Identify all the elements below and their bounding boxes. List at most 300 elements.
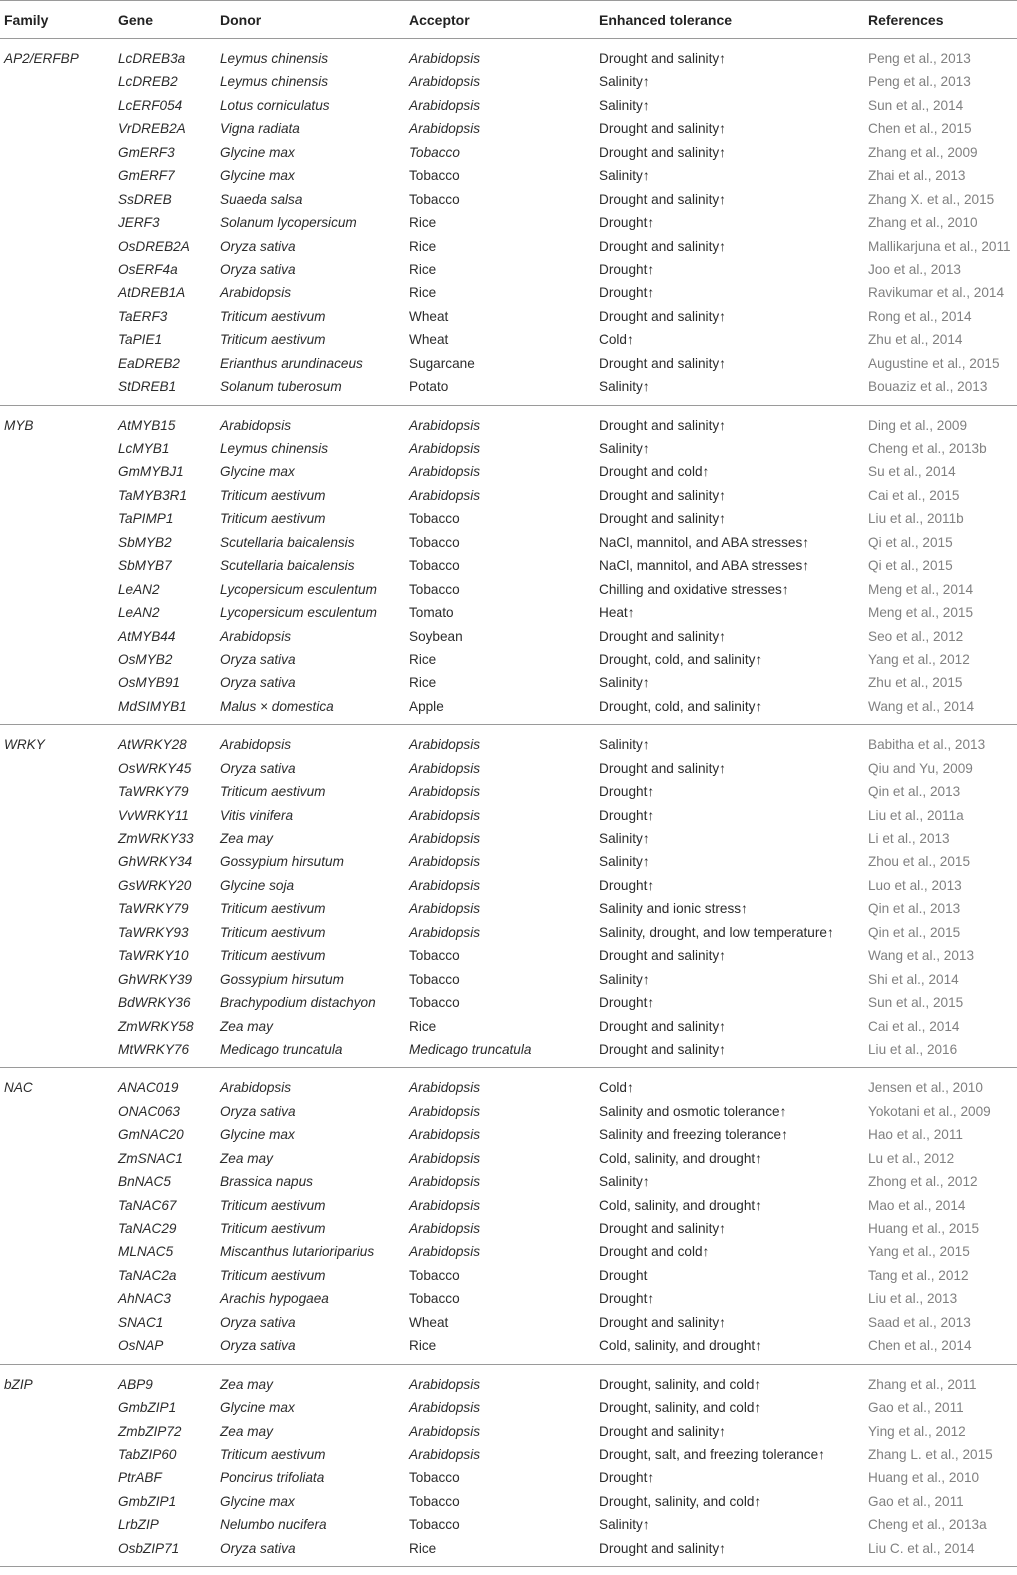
reference-cell: Tang et al., 2012 [868, 1267, 969, 1283]
table-row [0, 164, 1017, 187]
acceptor-cell: Tobacco [409, 144, 460, 160]
gene-cell: OsDREB2A [118, 238, 190, 254]
reference-cell: Qi et al., 2015 [868, 534, 953, 550]
table-row [0, 1396, 1017, 1419]
donor-cell: Triticum aestivum [220, 308, 326, 324]
acceptor-cell: Arabidopsis [409, 1400, 481, 1416]
gene-cell: ZmWRKY33 [118, 831, 194, 846]
family-section [0, 725, 1017, 1068]
table-row [0, 352, 1017, 375]
reference-cell: Huang et al., 2010 [868, 1470, 980, 1486]
gene-cell: ONAC063 [118, 1103, 180, 1119]
donor-cell: Solanum lycopersicum [220, 215, 357, 231]
gene-cell: EaDREB2 [118, 355, 180, 371]
table-row [0, 1194, 1017, 1217]
donor-cell: Oryza sativa [220, 651, 296, 667]
table-row [0, 827, 1017, 850]
table-row [0, 117, 1017, 140]
reference-cell: Meng et al., 2015 [868, 605, 974, 621]
tolerance-cell: Heat↑ [599, 605, 635, 621]
donor-cell: Suaeda salsa [220, 191, 303, 207]
gene-cell: OsWRKY45 [118, 760, 192, 776]
tolerance-cell: Salinity↑ [599, 831, 650, 846]
donor-cell: Oryza sativa [220, 238, 296, 254]
tolerance-cell: Drought and salinity↑ [599, 1540, 726, 1556]
donor-cell: Leymus chinensis [220, 441, 329, 456]
gene-cell: GmbZIP1 [118, 1493, 177, 1509]
donor-cell: Medicago truncatula [220, 1041, 343, 1057]
gene-cell: SNAC1 [118, 1314, 164, 1330]
table-row [0, 944, 1017, 967]
acceptor-cell: Arabidopsis [409, 784, 481, 800]
acceptor-cell: Sugarcane [409, 355, 475, 371]
family-section [0, 1068, 1017, 1364]
tolerance-cell: Salinity↑ [599, 168, 650, 184]
donor-cell: Zea may [220, 1018, 273, 1034]
gene-cell: TaNAC2a [118, 1267, 177, 1283]
gene-cell: LcDREB3a [118, 51, 186, 66]
donor-cell: Triticum aestivum [220, 332, 326, 348]
tolerance-cell: Drought, salt, and freezing tolerance↑ [599, 1446, 825, 1462]
table-row [0, 1513, 1017, 1536]
acceptor-cell: Arabidopsis [409, 487, 481, 503]
reference-cell: Zhu et al., 2015 [868, 675, 963, 691]
donor-cell: Scutellaria baicalensis [220, 534, 355, 550]
tolerance-cell: Drought↑ [599, 1470, 655, 1486]
donor-cell: Arabidopsis [220, 285, 292, 301]
reference-cell: Yokotani et al., 2009 [868, 1103, 991, 1119]
table-row [0, 1490, 1017, 1513]
reference-cell: Babitha et al., 2013 [868, 737, 986, 753]
tolerance-cell: Cold, salinity, and drought↑ [599, 1150, 762, 1166]
gene-cell: GmERF7 [118, 168, 175, 184]
reference-cell: Sun et al., 2014 [868, 97, 964, 113]
donor-cell: Oryza sativa [220, 1540, 296, 1556]
gene-cell: PtrABF [118, 1470, 162, 1486]
table-row [0, 804, 1017, 827]
reference-cell: Chen et al., 2014 [868, 1338, 972, 1354]
table-row [0, 141, 1017, 164]
gene-cell: TaMYB3R1 [118, 487, 188, 503]
tolerance-cell: Salinity and osmotic tolerance↑ [599, 1103, 787, 1119]
family-cell: AP2/ERFBP [4, 51, 79, 66]
tolerance-cell: NaCl, mannitol, and ABA stresses↑ [599, 558, 810, 574]
gene-cell: GhWRKY39 [118, 971, 193, 987]
tolerance-cell: Drought and salinity↑ [599, 487, 726, 503]
tolerance-cell: Drought↑ [599, 807, 655, 823]
acceptor-cell: Arabidopsis [409, 1423, 481, 1439]
donor-cell: Triticum aestivum [220, 948, 326, 964]
tolerance-cell: Drought and salinity↑ [599, 511, 726, 527]
tolerance-cell: Drought and salinity↑ [599, 760, 726, 776]
table-row [0, 897, 1017, 920]
section-divider [0, 1566, 1017, 1567]
header-gene: Gene [118, 12, 154, 28]
table-row [0, 625, 1017, 648]
tolerance-cell: Drought and salinity↑ [599, 191, 726, 207]
tolerance-cell: Cold, salinity, and drought↑ [599, 1338, 762, 1354]
gene-cell: ZmbZIP72 [118, 1423, 182, 1439]
reference-cell: Liu et al., 2011a [868, 807, 964, 823]
reference-cell: Qin et al., 2013 [868, 901, 961, 917]
table-body [0, 39, 1017, 1567]
acceptor-cell: Arabidopsis [409, 831, 481, 846]
gene-cell: TaNAC67 [118, 1197, 177, 1213]
tolerance-cell: Drought↑ [599, 215, 655, 231]
tolerance-cell: Drought and salinity↑ [599, 628, 726, 644]
reference-cell: Ding et al., 2009 [868, 417, 967, 433]
gene-cell: OsNAP [118, 1338, 164, 1354]
tolerance-cell: Drought↑ [599, 1291, 655, 1307]
table-row [0, 305, 1017, 328]
gene-cell: TaWRKY93 [118, 924, 189, 940]
gene-cell: StDREB1 [118, 379, 177, 395]
table-header-row [0, 0, 1017, 39]
donor-cell: Glycine max [220, 1127, 295, 1143]
acceptor-cell: Arabidopsis [409, 760, 481, 776]
donor-cell: Triticum aestivum [220, 901, 326, 917]
donor-cell: Zea may [220, 1376, 273, 1392]
acceptor-cell: Arabidopsis [409, 97, 481, 113]
donor-cell: Oryza sativa [220, 1314, 296, 1330]
donor-cell: Glycine max [220, 144, 295, 160]
table-row [0, 507, 1017, 530]
gene-cell: GmNAC20 [118, 1127, 184, 1143]
family-cell: MYB [4, 417, 34, 433]
gene-cell: GhWRKY34 [118, 854, 193, 870]
acceptor-cell: Arabidopsis [409, 1127, 481, 1143]
reference-cell: Peng et al., 2013 [868, 74, 971, 90]
header-tolerance: Enhanced tolerance [599, 12, 733, 28]
tolerance-cell: Drought and salinity↑ [599, 144, 726, 160]
table-row [0, 695, 1017, 718]
tolerance-cell: NaCl, mannitol, and ABA stresses↑ [599, 534, 810, 550]
reference-cell: Ravikumar et al., 2014 [868, 285, 1005, 301]
tolerance-cell: Drought and cold↑ [599, 464, 710, 480]
acceptor-cell: Rice [409, 1018, 437, 1034]
donor-cell: Malus × domestica [220, 698, 334, 714]
donor-cell: Triticum aestivum [220, 1446, 326, 1462]
tolerance-cell: Salinity↑ [599, 854, 650, 870]
donor-cell: Leymus chinensis [220, 74, 329, 90]
acceptor-cell: Arabidopsis [409, 417, 481, 433]
table-row [0, 70, 1017, 93]
header-references: References [868, 12, 944, 28]
gene-cell: AtMYB15 [118, 417, 176, 433]
gene-cell: LcERF054 [118, 97, 183, 113]
donor-cell: Arabidopsis [220, 417, 292, 433]
acceptor-cell: Arabidopsis [409, 1174, 481, 1190]
gene-cell: LeAN2 [118, 605, 160, 621]
table-row [0, 1076, 1017, 1099]
table-row [0, 648, 1017, 671]
tolerance-cell: Chilling and oxidative stresses↑ [599, 581, 789, 597]
acceptor-cell: Rice [409, 215, 437, 231]
tolerance-cell: Drought and salinity↑ [599, 1221, 726, 1236]
acceptor-cell: Arabidopsis [409, 901, 481, 917]
donor-cell: Triticum aestivum [220, 487, 326, 503]
donor-cell: Gossypium hirsutum [220, 854, 344, 870]
reference-cell: Gao et al., 2011 [868, 1400, 964, 1416]
reference-cell: Qiu and Yu, 2009 [868, 760, 973, 776]
donor-cell: Triticum aestivum [220, 924, 326, 940]
tolerance-cell: Salinity↑ [599, 441, 650, 456]
table-row [0, 1147, 1017, 1170]
reference-cell: Augustine et al., 2015 [868, 355, 1000, 371]
reference-cell: Cheng et al., 2013a [868, 1517, 987, 1533]
gene-cell: OsbZIP71 [118, 1540, 180, 1556]
table-row [0, 460, 1017, 483]
reference-cell: Wang et al., 2014 [868, 698, 975, 714]
tolerance-cell: Drought, cold, and salinity↑ [599, 698, 763, 714]
tolerance-cell: Drought and salinity↑ [599, 417, 726, 433]
acceptor-cell: Arabidopsis [409, 1376, 481, 1392]
acceptor-cell: Arabidopsis [409, 1197, 481, 1213]
reference-cell: Luo et al., 2013 [868, 877, 962, 893]
reference-cell: Seo et al., 2012 [868, 628, 964, 644]
donor-cell: Glycine max [220, 1493, 295, 1509]
acceptor-cell: Soybean [409, 628, 463, 644]
gene-cell: AtWRKY28 [118, 737, 187, 753]
acceptor-cell: Arabidopsis [409, 74, 481, 90]
gene-cell: AhNAC3 [118, 1291, 171, 1307]
gene-cell: TaERF3 [118, 308, 168, 324]
acceptor-cell: Rice [409, 651, 437, 667]
table-row [0, 258, 1017, 281]
gene-cell: TaPIMP1 [118, 511, 174, 527]
acceptor-cell: Arabidopsis [409, 1221, 481, 1236]
reference-cell: Zhang X. et al., 2015 [868, 191, 995, 207]
gene-cell: MtWRKY76 [118, 1041, 190, 1057]
tolerance-cell: Drought↑ [599, 995, 655, 1011]
gene-cell: MdSIMYB1 [118, 698, 187, 714]
donor-cell: Gossypium hirsutum [220, 971, 344, 987]
tolerance-cell: Salinity and ionic stress↑ [599, 901, 748, 917]
donor-cell: Oryza sativa [220, 675, 296, 691]
table-row [0, 1287, 1017, 1310]
acceptor-cell: Arabidopsis [409, 464, 481, 480]
donor-cell: Triticum aestivum [220, 1197, 326, 1213]
table-row [0, 1264, 1017, 1287]
donor-cell: Miscanthus lutarioriparius [220, 1244, 375, 1260]
gene-cell: BdWRKY36 [118, 995, 191, 1011]
reference-cell: Hao et al., 2011 [868, 1127, 963, 1143]
acceptor-cell: Tobacco [409, 995, 460, 1011]
acceptor-cell: Arabidopsis [409, 51, 481, 66]
acceptor-cell: Tobacco [409, 191, 460, 207]
table-row [0, 1015, 1017, 1038]
reference-cell: Li et al., 2013 [868, 831, 950, 846]
tolerance-cell: Drought and cold↑ [599, 1244, 710, 1260]
reference-cell: Yang et al., 2015 [868, 1244, 970, 1260]
donor-cell: Glycine max [220, 168, 295, 184]
reference-cell: Yang et al., 2012 [868, 651, 970, 667]
acceptor-cell: Arabidopsis [409, 854, 481, 870]
donor-cell: Arabidopsis [220, 1080, 292, 1096]
donor-cell: Nelumbo nucifera [220, 1517, 327, 1533]
gene-cell: SbMYB7 [118, 558, 172, 574]
gene-cell: BnNAC5 [118, 1174, 171, 1190]
gene-cell: GmERF3 [118, 144, 175, 160]
gene-cell: TaWRKY79 [118, 784, 189, 800]
tolerance-cell: Salinity↑ [599, 97, 650, 113]
table-row [0, 484, 1017, 507]
reference-cell: Zhang L. et al., 2015 [868, 1446, 993, 1462]
acceptor-cell: Wheat [409, 308, 449, 324]
reference-cell: Bouaziz et al., 2013 [868, 379, 988, 395]
acceptor-cell: Tobacco [409, 1267, 460, 1283]
table-row [0, 1443, 1017, 1466]
table-row [0, 874, 1017, 897]
tolerance-cell: Drought and salinity↑ [599, 948, 726, 964]
table-row [0, 328, 1017, 351]
table-row [0, 47, 1017, 70]
reference-cell: Ying et al., 2012 [868, 1423, 966, 1439]
table-row [0, 1311, 1017, 1334]
tolerance-cell: Drought and salinity↑ [599, 1314, 726, 1330]
reference-cell: Chen et al., 2015 [868, 121, 972, 137]
donor-cell: Oryza sativa [220, 261, 296, 277]
gene-cell: LcMYB1 [118, 441, 170, 456]
tolerance-cell: Salinity↑ [599, 379, 650, 395]
acceptor-cell: Arabidopsis [409, 1080, 481, 1096]
gene-cell: SsDREB [118, 191, 172, 207]
family-section [0, 39, 1017, 406]
tolerance-cell: Salinity↑ [599, 737, 650, 753]
donor-cell: Scutellaria baicalensis [220, 558, 355, 574]
reference-cell: Cheng et al., 2013b [868, 441, 987, 456]
donor-cell: Oryza sativa [220, 760, 296, 776]
gene-cell: TabZIP60 [118, 1446, 177, 1462]
family-section [0, 1365, 1017, 1568]
donor-cell: Oryza sativa [220, 1103, 296, 1119]
tolerance-cell: Drought, salinity, and cold↑ [599, 1376, 762, 1392]
donor-cell: Triticum aestivum [220, 784, 326, 800]
table-row [0, 1170, 1017, 1193]
acceptor-cell: Arabidopsis [409, 737, 481, 753]
tolerance-cell: Cold, salinity, and drought↑ [599, 1197, 762, 1213]
donor-cell: Zea may [220, 831, 273, 846]
reference-cell: Mao et al., 2014 [868, 1197, 966, 1213]
donor-cell: Oryza sativa [220, 1338, 296, 1354]
acceptor-cell: Arabidopsis [409, 121, 481, 137]
gene-cell: GmbZIP1 [118, 1400, 177, 1416]
table-row [0, 531, 1017, 554]
table-row [0, 780, 1017, 803]
tolerance-cell: Cold↑ [599, 1080, 634, 1096]
tolerance-cell: Drought and salinity↑ [599, 1423, 726, 1439]
table-row [0, 94, 1017, 117]
donor-cell: Brachypodium distachyon [220, 995, 376, 1011]
tolerance-cell: Drought↑ [599, 784, 655, 800]
acceptor-cell: Rice [409, 1338, 437, 1354]
table-row [0, 1334, 1017, 1357]
donor-cell: Triticum aestivum [220, 511, 326, 527]
gene-cell: LcDREB2 [118, 74, 178, 90]
reference-cell: Rong et al., 2014 [868, 308, 972, 324]
reference-cell: Zhang et al., 2011 [868, 1376, 977, 1392]
reference-cell: Zhang et al., 2010 [868, 215, 978, 231]
donor-cell: Glycine soja [220, 877, 295, 893]
acceptor-cell: Rice [409, 238, 437, 254]
gene-cell: ZmWRKY58 [118, 1018, 194, 1034]
acceptor-cell: Apple [409, 698, 444, 714]
table-row [0, 601, 1017, 624]
gene-cell: LeAN2 [118, 581, 160, 597]
table-row [0, 757, 1017, 780]
acceptor-cell: Tobacco [409, 534, 460, 550]
donor-cell: Arabidopsis [220, 628, 292, 644]
reference-cell: Liu et al., 2013 [868, 1291, 958, 1307]
table-row [0, 1420, 1017, 1443]
gene-cell: AtDREB1A [118, 285, 186, 301]
gene-cell: TaWRKY79 [118, 901, 189, 917]
tolerance-cell: Salinity↑ [599, 971, 650, 987]
tolerance-cell: Drought and salinity↑ [599, 1018, 726, 1034]
table-row [0, 1240, 1017, 1263]
gene-cell: GmMYBJ1 [118, 464, 184, 480]
tolerance-cell: Drought and salinity↑ [599, 355, 726, 371]
acceptor-cell: Rice [409, 285, 437, 301]
reference-cell: Shi et al., 2014 [868, 971, 959, 987]
table-row [0, 850, 1017, 873]
reference-cell: Zhu et al., 2014 [868, 332, 963, 348]
acceptor-cell: Tobacco [409, 1517, 460, 1533]
header-acceptor: Acceptor [409, 12, 470, 28]
donor-cell: Lycopersicum esculentum [220, 581, 377, 597]
tolerance-cell: Salinity↑ [599, 74, 650, 90]
acceptor-cell: Rice [409, 675, 437, 691]
donor-cell: Lotus corniculatus [220, 97, 330, 113]
acceptor-cell: Potato [409, 379, 449, 395]
table-row [0, 968, 1017, 991]
donor-cell: Glycine max [220, 464, 295, 480]
donor-cell: Lycopersicum esculentum [220, 605, 377, 621]
table-row [0, 437, 1017, 460]
gene-cell: GsWRKY20 [118, 877, 192, 893]
tolerance-cell: Salinity↑ [599, 1517, 650, 1533]
acceptor-cell: Arabidopsis [409, 924, 481, 940]
acceptor-cell: Arabidopsis [409, 877, 481, 893]
reference-cell: Sun et al., 2015 [868, 995, 964, 1011]
reference-cell: Mallikarjuna et al., 2011 [868, 238, 1011, 254]
gene-cell: ABP9 [118, 1376, 153, 1392]
header-family: Family [4, 12, 49, 28]
gene-cell: VrDREB2A [118, 121, 186, 137]
donor-cell: Solanum tuberosum [220, 379, 342, 395]
table-row [0, 211, 1017, 234]
acceptor-cell: Tobacco [409, 168, 460, 184]
acceptor-cell: Tobacco [409, 511, 460, 527]
reference-cell: Liu C. et al., 2014 [868, 1540, 975, 1556]
table-row [0, 1100, 1017, 1123]
reference-cell: Liu et al., 2016 [868, 1041, 958, 1057]
gene-cell: TaWRKY10 [118, 948, 189, 964]
family-cell: WRKY [4, 737, 45, 753]
gene-cell: ANAC019 [118, 1080, 179, 1096]
donor-cell: Arachis hypogaea [220, 1291, 329, 1307]
gene-cell: OsMYB2 [118, 651, 173, 667]
table-row [0, 414, 1017, 437]
acceptor-cell: Arabidopsis [409, 1244, 481, 1260]
acceptor-cell: Arabidopsis [409, 441, 481, 456]
tolerance-cell: Drought, cold, and salinity↑ [599, 651, 763, 667]
family-cell: bZIP [4, 1376, 33, 1392]
acceptor-cell: Arabidopsis [409, 1103, 481, 1119]
gene-cell: SbMYB2 [118, 534, 172, 550]
reference-cell: Meng et al., 2014 [868, 581, 974, 597]
tolerance-cell: Salinity↑ [599, 1174, 650, 1190]
